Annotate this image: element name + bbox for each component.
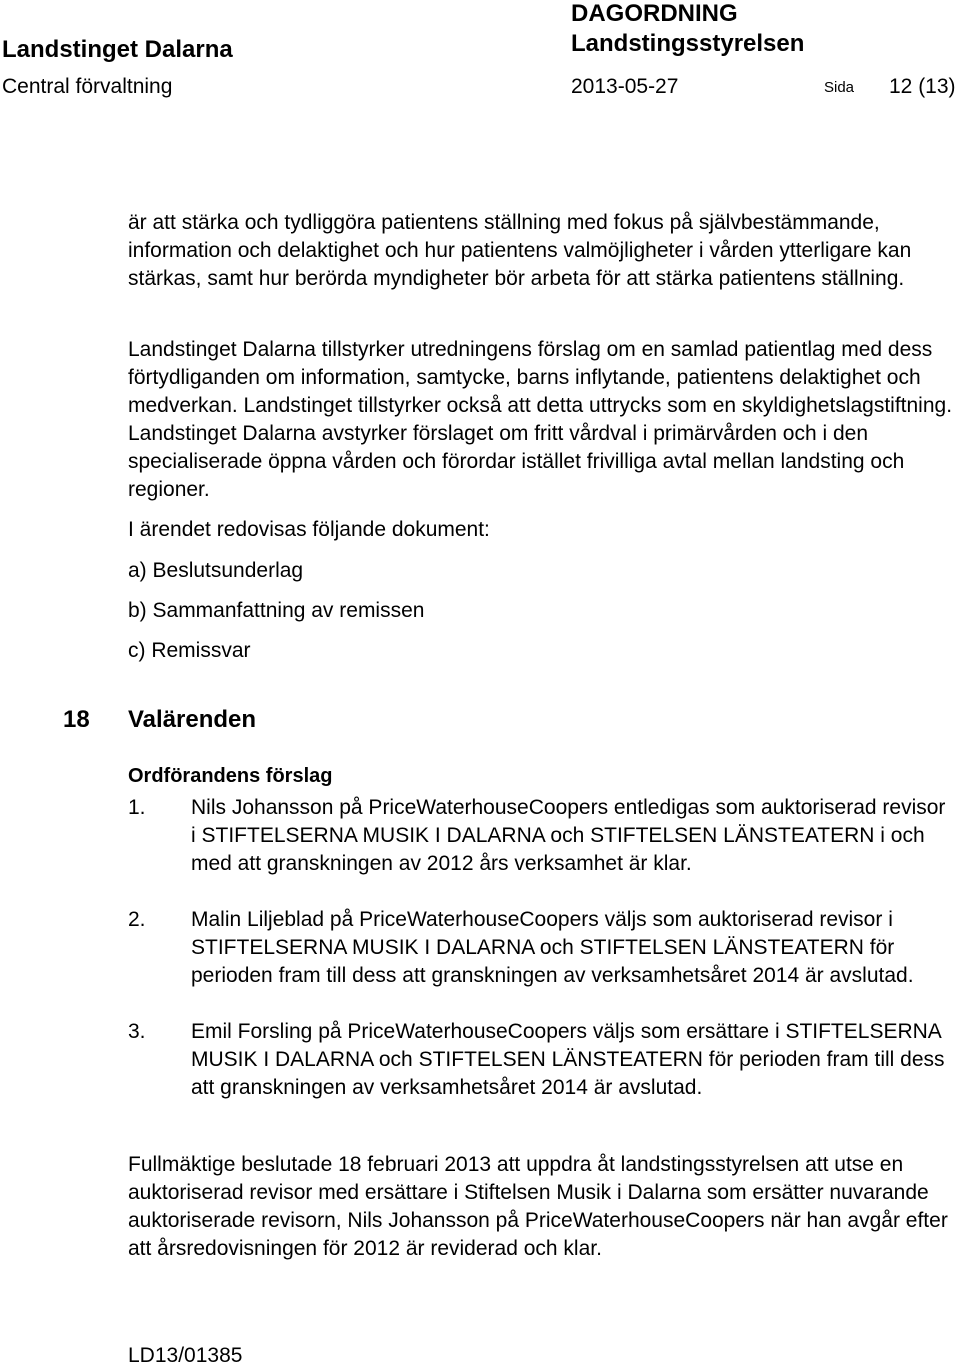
document-type: DAGORDNING: [571, 0, 738, 27]
page-number: 12 (13): [889, 75, 956, 98]
proposal-item-text: Nils Johansson på PriceWaterhouseCoopers entledigas som auktoriserad revisor i STIFTELSERNA MUSIK I DALARNA och STIFTELSEN LÄNSTEATERN i och med att granskningen av 2012 års verksamhet är klar.: [191, 796, 946, 875]
page-label: Sida: [824, 79, 855, 96]
proposal-item-text: Malin Liljeblad på PriceWaterhouseCoopers väljs som auktoriserad revisor i STIFTELSERNA MUSIK I DALARNA och STIFTELSEN LÄNSTEATERN för perioden fram till dess att granskningen av verksamhetsåret 2014 är avslutad.: [191, 908, 914, 987]
section-number: 18: [63, 706, 90, 733]
proposal-item-number: 2.: [128, 908, 146, 931]
document-list-item: c) Remissvar: [128, 639, 251, 662]
proposal-heading: Ordförandens förslag: [128, 765, 333, 787]
proposal-item: [128, 1018, 953, 1102]
section-title: Valärenden: [128, 706, 257, 733]
proposal-item-text: Emil Forsling på PriceWaterhouseCoopers väljs som ersättare i STIFTELSERNA MUSIK I DALARNA och STIFTELSEN LÄNSTEATERN för perioden fram till dess att granskningen av verksamhetsåret 2014 är avslutad.: [191, 1020, 945, 1099]
proposal-item: [128, 906, 953, 990]
department-name: Central förvaltning: [2, 75, 173, 98]
paragraph-text: I ärendet redovisas följande dokument:: [128, 518, 490, 541]
organization-name: Landstinget Dalarna: [2, 36, 233, 63]
document-date: 2013-05-27: [571, 75, 679, 98]
case-reference: LD13/01385: [128, 1344, 243, 1367]
paragraph-text: Landstinget Dalarna tillstyrker utredningens förslag om en samlad patientlag med dess förtydliganden om information, samtycke, barns inflytande, patientens delaktighet och medverkan. Landstinget tillstyrker också att detta uttrycks som en skyldighetslagstiftning. Landstinget Dalarna avstyrker förslaget om fritt vårdval i primärvården och i den specialiserade öppna vården och förordar istället frivilliga avtal mellan landsting och regioner.: [128, 338, 953, 501]
board-name: Landstingsstyrelsen: [571, 30, 805, 57]
final-paragraph: [128, 1151, 953, 1263]
body-paragraph-3: [128, 516, 953, 544]
proposal-item: [128, 794, 953, 878]
proposal-item-number: 1.: [128, 796, 146, 819]
body-paragraph-1: [128, 209, 953, 293]
document-list-item: b) Sammanfattning av remissen: [128, 599, 425, 622]
paragraph-text: Fullmäktige beslutade 18 februari 2013 att uppdra åt landstingsstyrelsen att utse en auktoriserad revisor med ersättare i Stiftelsen Musik i Dalarna som ersätter nuvarande auktoriserade revisorn, Nils Johansson på PriceWaterhouseCoopers när han avgår efter att årsredovisningen för 2012 är reviderad och klar.: [128, 1153, 948, 1260]
document-list-item: a) Beslutsunderlag: [128, 559, 304, 582]
paragraph-text: är att stärka och tydliggöra patientens ställning med fokus på självbestämmande, information och delaktighet och hur patientens valmöjligheter i vården ytterligare kan stärkas, samt hur berörda myndigheter bör arbeta för att stärka patientens ställning.: [128, 211, 912, 290]
proposal-item-number: 3.: [128, 1020, 146, 1043]
body-paragraph-2: [128, 336, 953, 504]
